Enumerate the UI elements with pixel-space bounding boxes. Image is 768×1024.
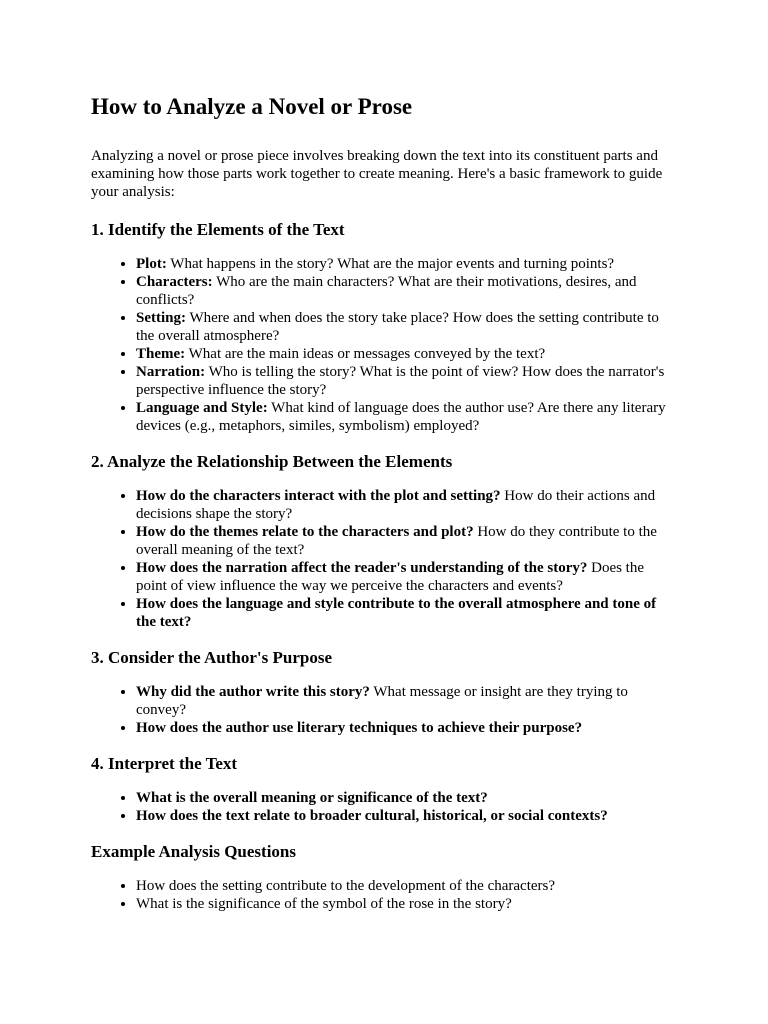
bullet-list bbox=[91, 683, 678, 737]
section-example-questions bbox=[91, 841, 678, 913]
section-heading: 2. Analyze the Relationship Between the Elements bbox=[91, 452, 453, 471]
section-identify-elements bbox=[91, 219, 678, 435]
list-item bbox=[136, 877, 678, 895]
bullet-list bbox=[91, 255, 678, 435]
section-heading: 1. Identify the Elements of the Text bbox=[91, 220, 345, 239]
item-text: Does the point of view influence the way we perceive the characters and events? bbox=[136, 560, 645, 594]
section-analyze-relationships bbox=[91, 451, 678, 631]
list-item bbox=[136, 255, 678, 273]
item-term: Setting: bbox=[136, 310, 186, 326]
item-text: What message or insight are they trying to convey? bbox=[136, 684, 628, 718]
list-item bbox=[136, 595, 678, 631]
item-text: What are the main ideas or messages conveyed by the text? bbox=[185, 346, 546, 362]
item-term: Language and Style: bbox=[136, 400, 268, 416]
item-question: How does the text relate to broader cultural, historical, or social contexts? bbox=[136, 808, 608, 824]
list-item bbox=[136, 807, 678, 825]
section-heading: Example Analysis Questions bbox=[91, 842, 296, 861]
list-item bbox=[136, 683, 678, 719]
list-item bbox=[136, 559, 678, 595]
item-text: How do they contribute to the overall meaning of the text? bbox=[136, 524, 657, 558]
item-text: Where and when does the story take place? How does the setting contribute to the overall atmosphere? bbox=[136, 310, 659, 344]
bullet-list bbox=[91, 789, 678, 825]
item-question: Why did the author write this story? bbox=[136, 684, 370, 700]
item-term: Theme: bbox=[136, 346, 186, 362]
item-term: Characters: bbox=[136, 274, 213, 290]
item-question: How does the narration affect the reader's understanding of the story? bbox=[136, 560, 588, 576]
list-item bbox=[136, 309, 678, 345]
list-item bbox=[136, 363, 678, 399]
bullet-list bbox=[91, 877, 678, 913]
item-question: How do the themes relate to the characters and plot? bbox=[136, 524, 474, 540]
section-interpret-text bbox=[91, 753, 678, 825]
item-term: Plot: bbox=[136, 256, 167, 272]
list-item bbox=[136, 523, 678, 559]
bullet-list bbox=[91, 487, 678, 631]
item-text: Who are the main characters? What are their motivations, desires, and conflicts? bbox=[136, 274, 637, 308]
list-item bbox=[136, 345, 678, 363]
section-authors-purpose bbox=[91, 647, 678, 737]
list-item bbox=[136, 273, 678, 309]
item-question: How do the characters interact with the plot and setting? bbox=[136, 488, 501, 504]
item-text: What kind of language does the author use? Are there any literary devices (e.g., metaphors, similes, symbolism) employed? bbox=[136, 400, 666, 434]
list-item bbox=[136, 895, 678, 913]
section-heading: 3. Consider the Author's Purpose bbox=[91, 648, 333, 667]
item-term: Narration: bbox=[136, 364, 206, 380]
item-text: How do their actions and decisions shape the story? bbox=[136, 488, 656, 522]
item-text: Who is telling the story? What is the point of view? How does the narrator's perspective influence the story? bbox=[136, 364, 665, 398]
item-text: What is the significance of the symbol of the rose in the story? bbox=[136, 896, 512, 912]
page-title: How to Analyze a Novel or Prose bbox=[91, 94, 413, 119]
item-question: How does the author use literary techniques to achieve their purpose? bbox=[136, 720, 583, 736]
item-text: How does the setting contribute to the development of the characters? bbox=[136, 878, 556, 894]
item-question: How does the language and style contribute to the overall atmosphere and tone of the text? bbox=[136, 596, 657, 630]
section-heading: 4. Interpret the Text bbox=[91, 754, 238, 773]
list-item bbox=[136, 399, 678, 435]
item-text: What happens in the story? What are the major events and turning points? bbox=[166, 256, 615, 272]
list-item bbox=[136, 487, 678, 523]
intro-paragraph: Analyzing a novel or prose piece involves breaking down the text into its constituent parts and examining how those parts work together to create meaning. Here's a basic framework to guide your analysis: bbox=[91, 148, 663, 200]
item-question: What is the overall meaning or significance of the text? bbox=[136, 790, 488, 806]
list-item bbox=[136, 789, 678, 807]
list-item bbox=[136, 719, 678, 737]
